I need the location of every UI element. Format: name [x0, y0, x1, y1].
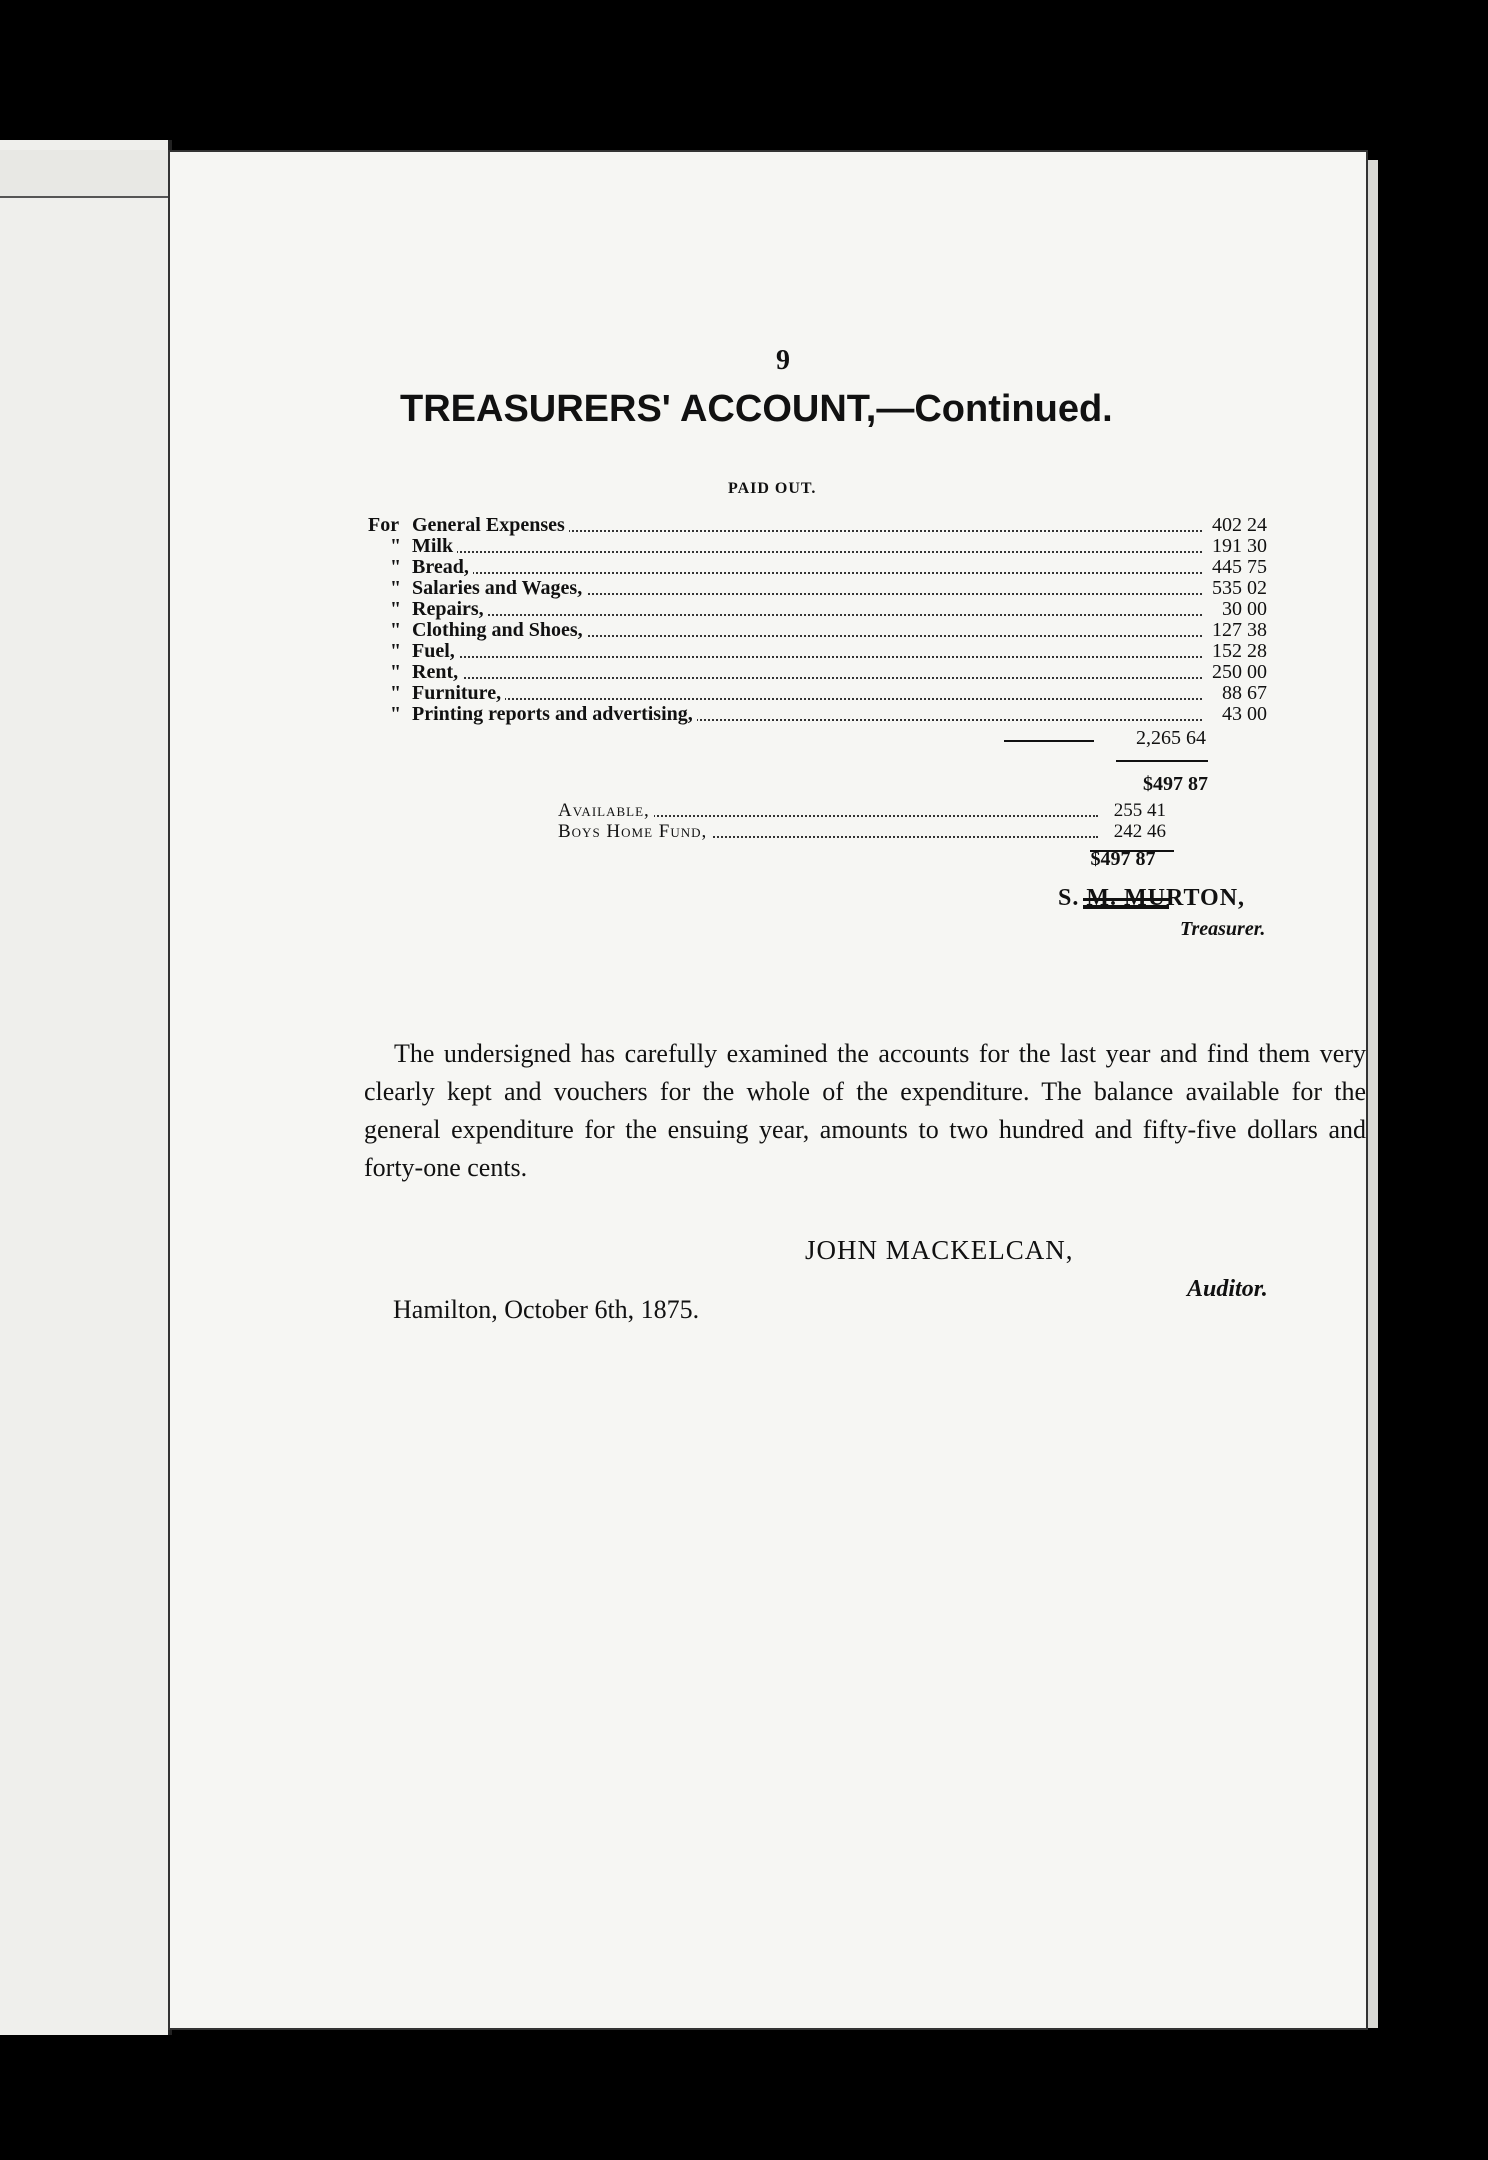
- ledger-prefix: ": [390, 619, 402, 641]
- left-page-edge: [0, 140, 172, 2035]
- available-label: Available,: [558, 800, 654, 821]
- ledger-label: Repairs,: [412, 599, 488, 620]
- ledger-prefix: ": [390, 661, 402, 683]
- ledger-amount: 43 00: [1222, 703, 1267, 725]
- left-page-fold: [0, 150, 170, 198]
- ledger-label: Rent,: [412, 662, 462, 683]
- available-sum-amount: $497 87: [1090, 848, 1156, 870]
- dot-leader: [412, 614, 1202, 616]
- total-rule: [1116, 760, 1208, 762]
- balance-amount: $497 87: [1143, 773, 1208, 795]
- document-page: [168, 150, 1368, 2030]
- dot-leader: [412, 551, 1202, 553]
- available-amount: 242 46: [1113, 821, 1166, 842]
- ledger-amount: 250 00: [1212, 661, 1267, 683]
- ledger-prefix: ": [390, 703, 402, 725]
- paid-total-amount: 2,265 64: [1136, 727, 1206, 749]
- available-label: Boys Home Fund,: [558, 821, 711, 842]
- available-row: [558, 800, 1166, 821]
- available-funds: [558, 800, 1166, 842]
- ledger-label: Printing reports and advertising,: [412, 704, 697, 725]
- title-main: TREASURERS' ACCOUNT,: [400, 388, 877, 430]
- place-and-date: Hamilton, October 6th, 1875.: [393, 1295, 700, 1324]
- auditor-statement: [364, 1035, 1366, 1187]
- ledger-row: [368, 599, 1268, 620]
- ledger-amount: 535 02: [1212, 577, 1267, 599]
- ledger-row: [368, 620, 1268, 641]
- ledger-prefix: For: [368, 514, 400, 536]
- treasurer-name: S. M. MURTON,: [1058, 885, 1246, 911]
- auditor-name: JOHN MACKELCAN,: [805, 1235, 1074, 1265]
- ledger-prefix: ": [390, 682, 402, 704]
- available-row: [558, 821, 1166, 842]
- section-heading-paid-out: PAID OUT.: [728, 480, 817, 497]
- ledger-label: Clothing and Shoes,: [412, 620, 587, 641]
- ledger-subtotal-rule: [1004, 740, 1094, 742]
- ledger-label: Salaries and Wages,: [412, 578, 586, 599]
- ledger-row: [368, 641, 1268, 662]
- dot-leader: [412, 572, 1202, 574]
- treasurer-title: Treasurer.: [1180, 918, 1266, 940]
- ledger-amount: 152 28: [1212, 640, 1267, 662]
- ledger-prefix: ": [390, 577, 402, 599]
- ledger-row: [368, 557, 1268, 578]
- ledger-label: Bread,: [412, 557, 473, 578]
- ledger-label: General Expenses: [412, 515, 569, 536]
- statement-paragraph: The undersigned has carefully examined the accounts for the last year and find them very clearly kept and vouchers for the whole of the expenditure. The balance available for the general expenditure for the ensuing year, amounts to two hundred and fifty-five dollars and forty-one cents.: [364, 1039, 1366, 1182]
- ledger-row: [368, 515, 1268, 536]
- dot-leader: [412, 698, 1202, 700]
- paid-out-ledger: [368, 515, 1268, 725]
- ledger-row: [368, 683, 1268, 704]
- ledger-amount: 402 24: [1212, 514, 1267, 536]
- dot-leader: [412, 656, 1202, 658]
- ledger-label: Fuel,: [412, 641, 459, 662]
- available-amount: 255 41: [1113, 800, 1166, 821]
- ledger-amount: 88 67: [1222, 682, 1267, 704]
- ledger-amount: 127 38: [1212, 619, 1267, 641]
- ledger-label: Furniture,: [412, 683, 505, 704]
- ledger-amount: 445 75: [1212, 556, 1267, 578]
- auditor-title: Auditor.: [1187, 1276, 1268, 1302]
- dot-leader: [412, 677, 1202, 679]
- ledger-amount: 191 30: [1212, 535, 1267, 557]
- ledger-prefix: ": [390, 640, 402, 662]
- ledger-row: [368, 704, 1268, 725]
- page-title: [400, 388, 1120, 431]
- ledger-prefix: ": [390, 556, 402, 578]
- ledger-prefix: ": [390, 598, 402, 620]
- ledger-row: [368, 662, 1268, 683]
- ledger-row: [368, 578, 1268, 599]
- ledger-amount: 30 00: [1222, 598, 1267, 620]
- ledger-prefix: ": [390, 535, 402, 557]
- page-number: 9: [776, 345, 790, 376]
- ledger-row: [368, 536, 1268, 557]
- ledger-label: Milk: [412, 536, 457, 557]
- title-continued: —Continued.: [876, 388, 1113, 430]
- right-page-edge: [1368, 160, 1378, 2028]
